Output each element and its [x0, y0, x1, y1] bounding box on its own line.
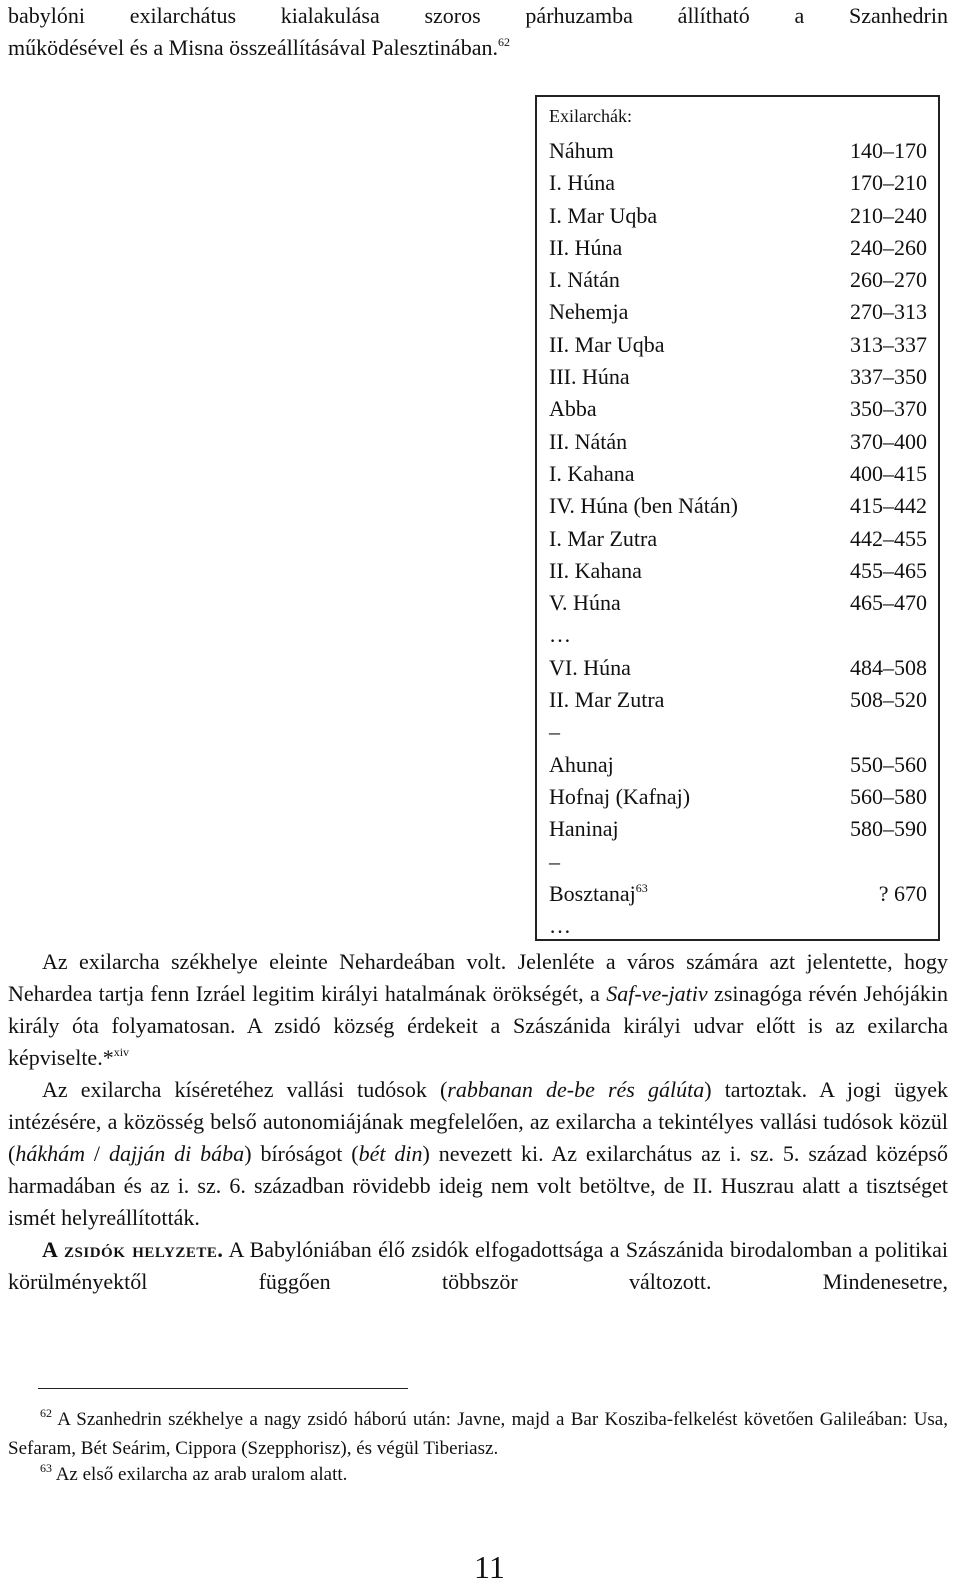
exilarch-name: –	[549, 719, 560, 745]
exilarch-name: II. Kahana	[549, 557, 642, 583]
exilarch-years: 240–260	[850, 234, 927, 260]
exilarch-list	[549, 135, 927, 942]
exilarch-years: 210–240	[850, 202, 927, 228]
footnote-number: 62	[40, 1406, 52, 1420]
exilarch-name: I. Húna	[549, 170, 615, 196]
footnote-ref-62[interactable]: 62	[497, 35, 510, 49]
footnote-ref-63[interactable]: 63	[635, 880, 648, 895]
exilarch-row	[549, 684, 927, 716]
footnote-text: Az első exilarcha az arab uralom alatt.	[52, 1464, 348, 1485]
exilarch-years: 560–580	[850, 783, 927, 809]
exilarch-years: 313–337	[850, 331, 927, 357]
exilarch-row	[549, 232, 927, 264]
exilarch-row	[549, 458, 927, 490]
exilarch-years: 400–415	[850, 460, 927, 486]
exilarch-row	[549, 361, 927, 393]
intro-line-1: babylóni exilarchátus kialakulása szoros párhuzamba állítható a Szanhedrin	[8, 3, 948, 28]
exilarch-years: 484–508	[850, 654, 927, 680]
exilarch-name: …	[549, 622, 571, 648]
paragraph-retinue: Az exilarcha kíséretéhez vallási tudósok (rabbanan de-be rés gálúta) tartoztak. A jogi ügyek intézésére, a közösség belső autonomiájának megfelelően, az exilarcha a tekintélyes vallási tudósok közül (hákhám / dajján di bába) bíróságot (bét din) nevezett ki. Az exilarchátus az i. sz. 5. század középső harmadában és az i. sz. 6. században rövidebb ideig nem volt betöltve, de II. Huszrau alatt a tisztséget ismét helyreállították.	[8, 1077, 949, 1230]
section-heading: A zsidók helyzete.	[42, 1237, 224, 1262]
exilarch-years: 465–470	[850, 590, 927, 616]
exilarch-years: 550–560	[850, 751, 927, 777]
exilarch-row	[549, 619, 927, 651]
exilarch-row	[549, 716, 927, 748]
exilarch-name: –	[549, 848, 560, 874]
body-text	[8, 946, 948, 1298]
exilarch-row	[549, 167, 927, 199]
exilarch-years: 455–465	[850, 557, 927, 583]
exilarch-name: II. Mar Uqba	[549, 331, 665, 357]
exilarch-row	[549, 846, 927, 878]
exilarch-row	[549, 813, 927, 845]
exilarch-row	[549, 490, 927, 522]
exilarch-row	[549, 781, 927, 813]
exilarch-years: 170–210	[850, 170, 927, 196]
footnote-separator	[38, 1388, 408, 1389]
exilarch-row	[549, 426, 927, 458]
exilarch-name: Náhum	[549, 138, 614, 163]
paragraph-situation: A zsidók helyzete. A Babylóniában élő zsidók elfogadottsága a Szászánida birodalomban a politikai körülményektől függően többször változott. Mindenesetre,	[8, 1237, 949, 1294]
exilarch-name: III. Húna	[549, 364, 630, 390]
exilarch-years: ? 670	[878, 880, 927, 906]
exilarch-years: 140–170	[850, 138, 927, 163]
exilarch-list-heading: Exilarchák:	[549, 106, 632, 126]
exilarch-name: Ahunaj	[549, 751, 614, 777]
exilarch-years: 370–400	[850, 428, 927, 454]
footnote-62	[8, 1405, 948, 1463]
exilarch-name: I. Kahana	[549, 460, 635, 486]
exilarch-row	[549, 264, 927, 296]
intro-line-2: működésével és a Misna összeállításával Palesztinában.	[8, 35, 498, 60]
exilarch-row	[549, 393, 927, 425]
exilarch-name: Haninaj	[549, 816, 619, 842]
exilarch-name: II. Mar Zutra	[549, 687, 665, 713]
exilarch-row	[549, 878, 927, 910]
exilarch-years: 580–590	[850, 816, 927, 842]
exilarch-row	[549, 296, 927, 328]
exilarch-row	[549, 135, 927, 167]
exilarch-name: I. Nátán	[549, 267, 620, 293]
exilarch-years: 442–455	[850, 525, 927, 551]
intro-paragraph	[8, 0, 948, 64]
exilarch-row	[549, 329, 927, 361]
exilarch-years: 260–270	[850, 267, 927, 293]
exilarch-row	[549, 749, 927, 781]
page-number: 11	[474, 1549, 505, 1585]
exilarch-years: 415–442	[850, 493, 927, 519]
exilarch-row	[549, 587, 927, 619]
exilarch-row	[549, 200, 927, 232]
endnote-ref-xiv[interactable]: xiv	[113, 1045, 130, 1059]
exilarch-name: II. Nátán	[549, 428, 628, 454]
exilarch-name: I. Mar Zutra	[549, 525, 658, 551]
exilarch-name: I. Mar Uqba	[549, 202, 658, 228]
exilarch-years: 350–370	[850, 396, 927, 422]
footnote-63	[8, 1460, 948, 1489]
exilarch-name: IV. Húna (ben Nátán)	[549, 493, 738, 519]
exilarch-list-box	[535, 95, 940, 941]
exilarch-name: II. Húna	[549, 234, 623, 260]
exilarch-name: …	[549, 913, 571, 939]
footnote-text: A Szanhedrin székhelye a nagy zsidó háború után: Javne, majd a Bar Kosziba-felkelést követően Galileában: Usa, Sefaram, Bét Seárim, Cippora (Szepphorisz), és végül Tiberiasz.	[8, 1409, 948, 1459]
exilarch-years: 337–350	[850, 364, 927, 390]
paragraph-seat: Az exilarcha székhelye eleinte Nehardeában volt. Jelenléte a város számára azt jelentette, hogy Nehardea tartja fenn Izráel legitim királyi hatalmának örökségét, a Saf-ve-jativ zsinagóga révén Jehójákin király óta folyamatosan. A zsidó község érdekeit a Szászánida királyi udvar előtt is az exilarcha képviselte.*$^{xiv}$	[8, 949, 949, 1070]
footnote-number: 63	[40, 1461, 52, 1475]
exilarch-name: Bosztanaj	[549, 880, 636, 906]
exilarch-row	[549, 555, 927, 587]
exilarch-years: 270–313	[850, 299, 927, 325]
exilarch-row	[549, 652, 927, 684]
exilarch-name: V. Húna	[549, 590, 621, 616]
exilarch-years: 508–520	[850, 687, 927, 713]
exilarch-name: VI. Húna	[549, 654, 631, 680]
exilarch-name: Abba	[549, 396, 597, 422]
exilarch-row	[549, 910, 927, 942]
exilarch-row	[549, 523, 927, 555]
exilarch-name: Hofnaj (Kafnaj)	[549, 783, 691, 809]
exilarch-name: Nehemja	[549, 299, 629, 325]
